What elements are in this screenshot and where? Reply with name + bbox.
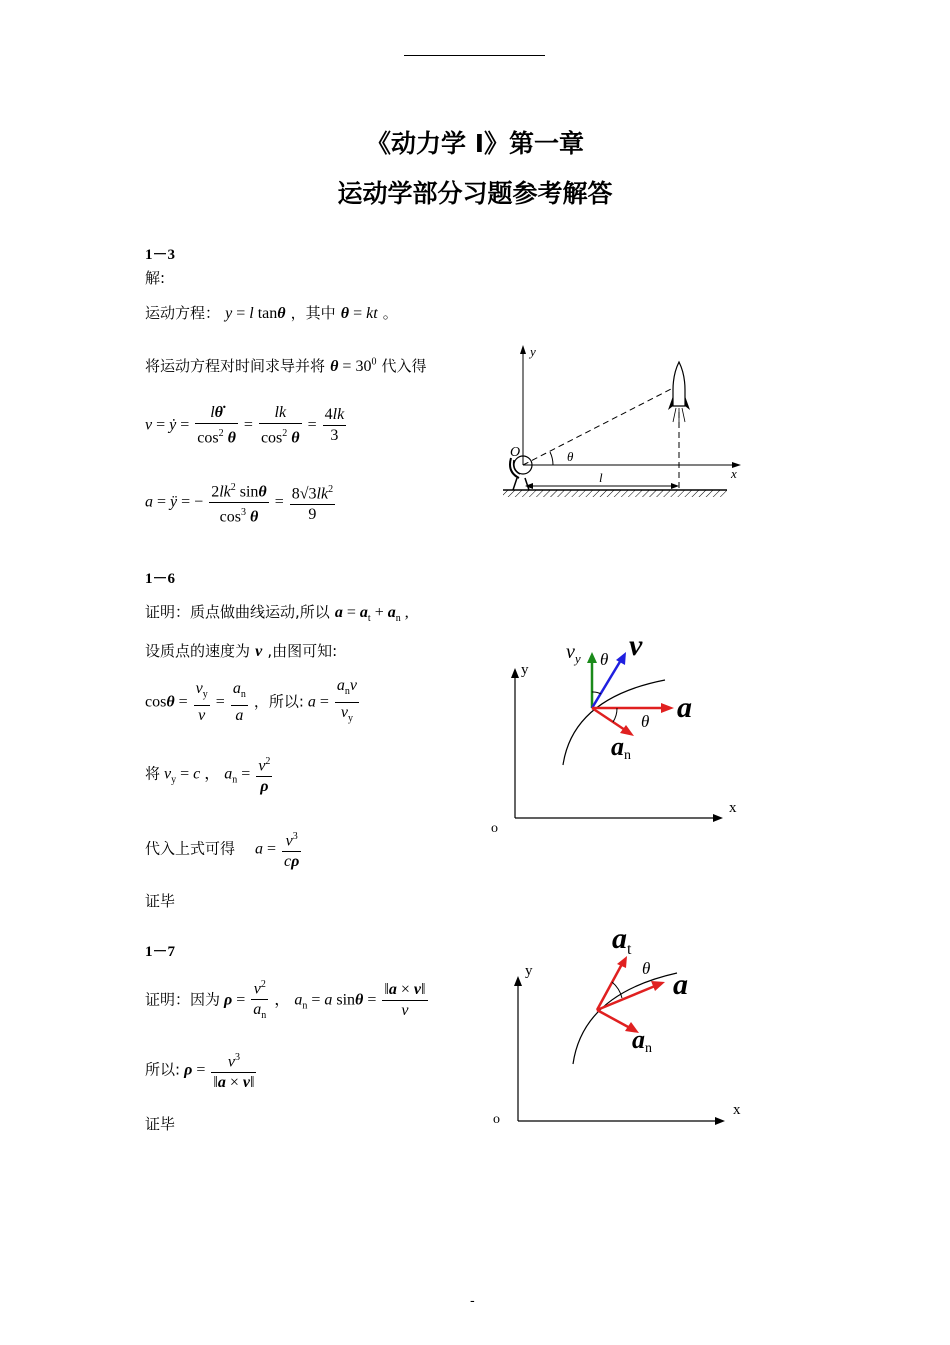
normal-accel-vector: [592, 708, 625, 730]
so-label: 所以:: [145, 1060, 181, 1079]
velocity-intro: 设质点的速度为: [145, 642, 251, 660]
chapter-subtitle: 运动学部分习题参考解答: [337, 179, 613, 208]
y-axis-label: y: [530, 344, 536, 359]
normal-accel-vector: [597, 1010, 630, 1028]
sight-line: [523, 388, 673, 465]
origin-label: O: [510, 445, 521, 460]
x-axis-label: x: [731, 466, 737, 481]
proof-end-1-6: 证毕: [145, 892, 176, 910]
at-label: $a_t$: [612, 922, 632, 958]
chapter-title: 《动力学 I》第一章: [365, 129, 584, 158]
motion-eq-where: ，其中: [290, 304, 336, 322]
derive-text: 将运动方程对时间求导并将: [145, 357, 326, 375]
rocket-icon: [668, 362, 690, 424]
an-label: an: [632, 1025, 652, 1056]
substitute-text: 代入上式可得: [145, 839, 236, 858]
y-label: y: [521, 662, 529, 678]
x-label: x: [729, 800, 737, 816]
x-label: x: [733, 1102, 741, 1118]
theta-label-right: θ: [641, 712, 650, 731]
cos-relation: cosθ = $\frac{v_y}{v}$ = $\frac{a_n}{a}$ ，所以: a = $\frac{a_nv}{v_y}$: [145, 677, 358, 725]
motion-equation-line: [145, 302, 398, 323]
problem-number-1-3: 1－3: [145, 247, 176, 263]
motion-eq-label: 运动方程：: [145, 304, 221, 322]
therefore-label: ，所以:: [253, 692, 304, 711]
theta-label-top: θ: [600, 650, 609, 669]
vy-label: $v_y$: [566, 641, 581, 666]
theta-def: θ = kt: [340, 305, 378, 322]
origin-label: o: [493, 1112, 500, 1127]
because-text: 证明：因为: [145, 990, 221, 1009]
proof-line-1: [145, 601, 409, 624]
derive-text-end: 代入得: [381, 357, 427, 375]
substitution-line: 将 $v_y = c$ ， $a_n$ = $\frac{v^2}{\rho}$: [145, 752, 274, 797]
y-label: y: [525, 963, 533, 979]
problem-number-1-6: 1－6: [145, 571, 176, 587]
header-rule: [404, 55, 545, 56]
acceleration-vector: [597, 986, 655, 1010]
ground-hatch: [503, 490, 727, 497]
origin-label: o: [491, 821, 498, 835]
curve-acceleration-figure: [485, 918, 745, 1133]
theta-label: θ: [567, 449, 574, 464]
curve-velocity-figure: [485, 630, 745, 835]
velocity-equation: v = ẏ = $\frac{l\thetȧ}{\cos^2 \theta}$ = $\frac{lk}{\cos^2 \theta}$ = $\frac{4lk}{3}$: [145, 404, 345, 447]
l-label: l: [599, 470, 603, 485]
result-line: 代入上式可得 a = $\frac{v^3}{c\rho}$: [145, 827, 303, 872]
accel-decomposition: $a = a_t + a_n$ ,: [334, 604, 409, 625]
theta-value: $\theta = 30^0$: [330, 356, 377, 375]
page-number: -: [470, 1293, 475, 1309]
period: 。: [382, 304, 398, 322]
proof-line-2: [145, 640, 337, 661]
trajectory-curve: [573, 973, 677, 1064]
from-figure: ,由图可知:: [267, 642, 338, 660]
v-label: v: [629, 630, 643, 662]
rocket-tracking-figure: [495, 340, 745, 505]
velocity-symbol: v: [255, 643, 263, 660]
acceleration-equation: a = ÿ = − $\frac{2lk^2 \sin\theta}{\cos^3 \theta}$ = $\frac{8√3lk^2}{9}$: [145, 478, 337, 528]
a-label: a: [677, 691, 692, 724]
theta-label: θ: [642, 959, 651, 978]
proof-end-1-7: 证毕: [145, 1115, 176, 1133]
motion-equation: y = l tanθ: [225, 305, 286, 322]
curvature-relation: 证明：因为 ρ = $\frac{v^2}{a_n}$ ， $a_n = a$ sinθ = $\frac{‖a \times v‖}{v}$: [145, 975, 430, 1027]
derive-instruction: [145, 355, 427, 376]
proof-text: 证明：质点做曲线运动,所以: [145, 603, 330, 621]
an-label: an: [611, 732, 631, 763]
tangential-accel-vector: [597, 964, 622, 1010]
a-label: a: [673, 968, 688, 1001]
curvature-result: 所以: ρ = $\frac{v^3}{‖a \times v‖}$: [145, 1048, 258, 1093]
solution-label: 解:: [145, 269, 166, 287]
problem-number-1-7: 1－7: [145, 944, 176, 960]
substitute-word: 将: [145, 764, 161, 783]
